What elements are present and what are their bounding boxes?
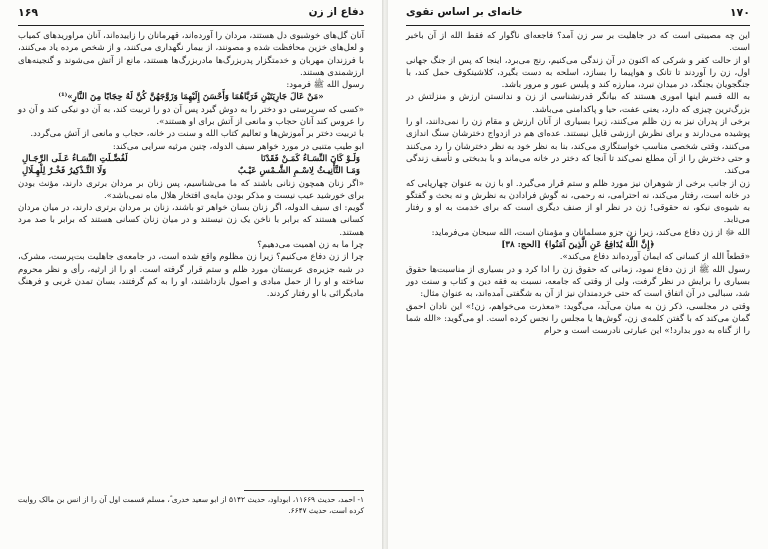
paragraph: رسول الله ﷺ فرمود: (286, 80, 364, 91)
poem-hemistich: لَفُضِّـلَتِ النِّسَـاءُ عَـلَى الرِّجَـالِ (22, 153, 128, 164)
quran-verse: ﴿إِنَّ اللَّهَ يُدَافِعُ عَنِ الَّذِينَ آمَنُوا﴾ [الحج: ۳۸] (501, 240, 655, 251)
page-number: ۱۷۰ (729, 6, 750, 19)
header-rule (18, 25, 364, 26)
footnote-rule (244, 490, 364, 491)
paragraph: «کسی که سرپرستی دو دختر را به دوش گیرد پس آن دو را تربیت کند، به آن دو نیکی کند و آن دو را عروس کند آنان حجاب و مانعی از آتش برای او هستند». (18, 104, 364, 128)
paragraph: برخی از پدران نیز به زن ظلم می‌کنند، زیرا بسیاری از آنان ارزش و مقام زن را نمی‌دانند، او را پوشیده می‌دارند و برای نظرش ارزشی قایل نیستند. عده‌ای هم در ازدواج دخترشان سنگ اندازی می‌کنند، وقتی شخصی مناسب خواستگاری می‌کند، بنا به نظر خود به نظر دخترشان را رد می‌کنند و حتی دخترش را از آن مطلع نمی‌کند تا آنجا که دختر در خانه می‌ماند و با بدبختی و تأسف زندگی می‌کند. (406, 117, 750, 177)
left-page (0, 0, 382, 549)
poem-hemistich: وَمَـا التَّأْنِيـثُ لِاسْـمِ الشَّـمْسِ عَيْـبٌ (237, 166, 360, 177)
running-title: خانه‌ای بر اساس تقوی (406, 6, 523, 18)
left-page-header (18, 6, 364, 24)
page-number: ۱۶۹ (18, 6, 39, 19)
footnote: ۱- احمد، حدیث ۱۱۶۶۹، ابوداود، حدیث ۵۱۴۲ از ابو سعید خدری ؓ، مسلم قسمت اول آن را از انس بن مالک روایت کرده است، حدیث ۶۶۴۷. (18, 495, 365, 515)
hadith-arabic: «مَنْ عَالَ جَارِيَتَيْنِ فَرَبَّاهُمَا وَأَحْسَنَ إِلَيْهِمَا وَزَوَّجَهُنَّ كُنَّ لَهُ حِجَابًا مِنَ النَّارِ»⁽¹⁾ (58, 92, 324, 103)
right-page-header (406, 6, 750, 24)
subheading: چرا ما به زن اهمیت می‌دهیم؟ (257, 240, 364, 251)
header-rule (406, 25, 750, 26)
paragraph: وقتی در مجلسی، ذکر زن به میان می‌آید، می‌گوید: «معذرت می‌خواهم، زن!» این نادان احمق گمان می‌کند که با گفتن کلمه‌ی زن، گوش‌ها یا مجلس را نجس کرده است. او می‌گوید: «الله شما را از گناه به دور بدارد!» این عبارتی نادرست است و حرام (406, 301, 750, 337)
running-title: دفاع از زن (308, 6, 364, 18)
footnote-block (18, 495, 364, 516)
paragraph: ابو طیب متنبی در مورد خواهر سیف الدوله، چنین مرثیه سرایی می‌کند: (112, 141, 364, 152)
left-page-body (18, 30, 364, 301)
paragraph: با تربیت دختر بر آموزش‌ها و تعالیم کتاب الله و سنت در خانه، حجاب و مانعی از آتش می‌گردد. (30, 129, 364, 140)
poem-line (18, 165, 364, 177)
paragraph: آنان گل‌های خوشبوی دل هستند، مردان را آورده‌اند، قهرمانان را زاییده‌اند، آنان مراوریدهای کمیاب و لعل‌های خزین محافظت شده و مصونند، از بیمار نگهداری می‌کنند، و از شخص مرده یاد می‌کنند، با فرزندان مهربان و خدمتگزار پدربزرگ‌ها مادربزرگ‌ها هستند، مانع از آتش می‌شوند و گنجینه‌های ارزشمندی هستند. (17, 31, 364, 78)
paragraph: الله ﷻ از زن دفاع می‌کند، زیرا زن جزو مسلمانان و مؤمنان است، الله سبحان می‌فرماید: (431, 227, 750, 238)
paragraph: این چه مصیبتی است که در جاهلیت بر سر زن آمد؟ فاجعه‌ای ناگوار که فقط الله از آن باخبر است. (406, 31, 750, 54)
right-page (388, 0, 768, 549)
poem-hemistich: وَلَـوْ كَانَ النِّسَـاءُ كَمَـنْ فَقَدْنَا (260, 153, 360, 164)
poem-line (18, 153, 364, 165)
paragraph: «قطعاً الله از کسانی که ایمان آورده‌اند دفاع می‌کند». (559, 252, 750, 263)
right-page-body (406, 30, 750, 337)
paragraph: به الله قسم اینها اموری هستند که بیانگر قدرنشناسی از زن و ندانستن ارزش و منزلتش در بزرگ‌ترین چیزی که دارد، یعنی عفت، حیا و پاکدامنی می‌باشد. (406, 92, 750, 115)
paragraph: او از حالت کفر و شرکی که اکنون در آن زندگی می‌کنیم، رنج می‌برد، اینجا که پس از جنگ جهانی اول، زن را آوردند تا تانک و هواپیما را بسازد، اسلحه به دست بگیرد، کلاشینکوف حمل کند، با جنگجویان بجنگد، در میدان نبرد، مبارزه کند و پلیس عبور و مرور باشد. (406, 55, 750, 91)
paragraph: گویم: ای سیف الدوله، اگر زنان بسان خواهر تو باشند، زنان بر مردان برتری دارند، در میان مردان کسانی هستند که برابر با ناخن یک زن نیستند و در میان زنان کسانی هستند که برابر با صد مرد هستند. (18, 203, 364, 238)
paragraph: زن از جانب برخی از شوهران نیز مورد ظلم و ستم قرار می‌گیرد. او با زن به عنوان چهارپایی که در خانه است، رفتار می‌کند، نه احترامی، نه رحمی، نه گوش فرادادن به نظرش و نه بحث و گفتگو به شیوه‌ی نیکو، نه حقوقی! زن در نظر او از صنف دیگری است که برای خدمت به او و رفتار می‌تابد. (406, 178, 750, 226)
paragraph: چرا از زن دفاع می‌کنیم؟ زیرا زن مظلوم واقع شده است، در جامعه‌ی جاهلیت بت‌پرست، مشرک، در شبه جزیره‌ی عربستان مورد ظلم و ستم قرار گرفته است. او را از ارثیه، رأی و نظر محروم ساخته و او را از حمل مبادی و اصول بازداشتند، او را به کم گرفتند، بسان تمدن غربی و فرهنگ مادیگرائی با او رفتار کردند. (18, 252, 364, 300)
paragraph: «اگر زنان همچون زنانی باشند که ما می‌شناسیم، پس زنان بر مردان برتری دارند، مؤنث بودن برای خورشید عیب نیست و مذکر بودن مایه‌ی افتخار هلال ماه نمی‌باشد». (18, 178, 364, 201)
paragraph: رسول الله ﷺ از زن دفاع نمود، زمانی که حقوق زن را ادا کرد و در بسیاری از مناسبت‌ها حقوق بسیاری را برایش در نظر گرفت، ولی از وقتی که جامعه، نسبت به فقه دین و کتاب و سنت دور شد، سبالیی در آن اتفاق است که حتی خردمندان نیز از آن به شگفتی آمده‌اند، به عنوان مثال: (406, 264, 750, 300)
poem-hemistich: وَلَا التَّـذْكِيرُ فَخْـرٌ لِلْهِـلَالِ (22, 166, 107, 177)
